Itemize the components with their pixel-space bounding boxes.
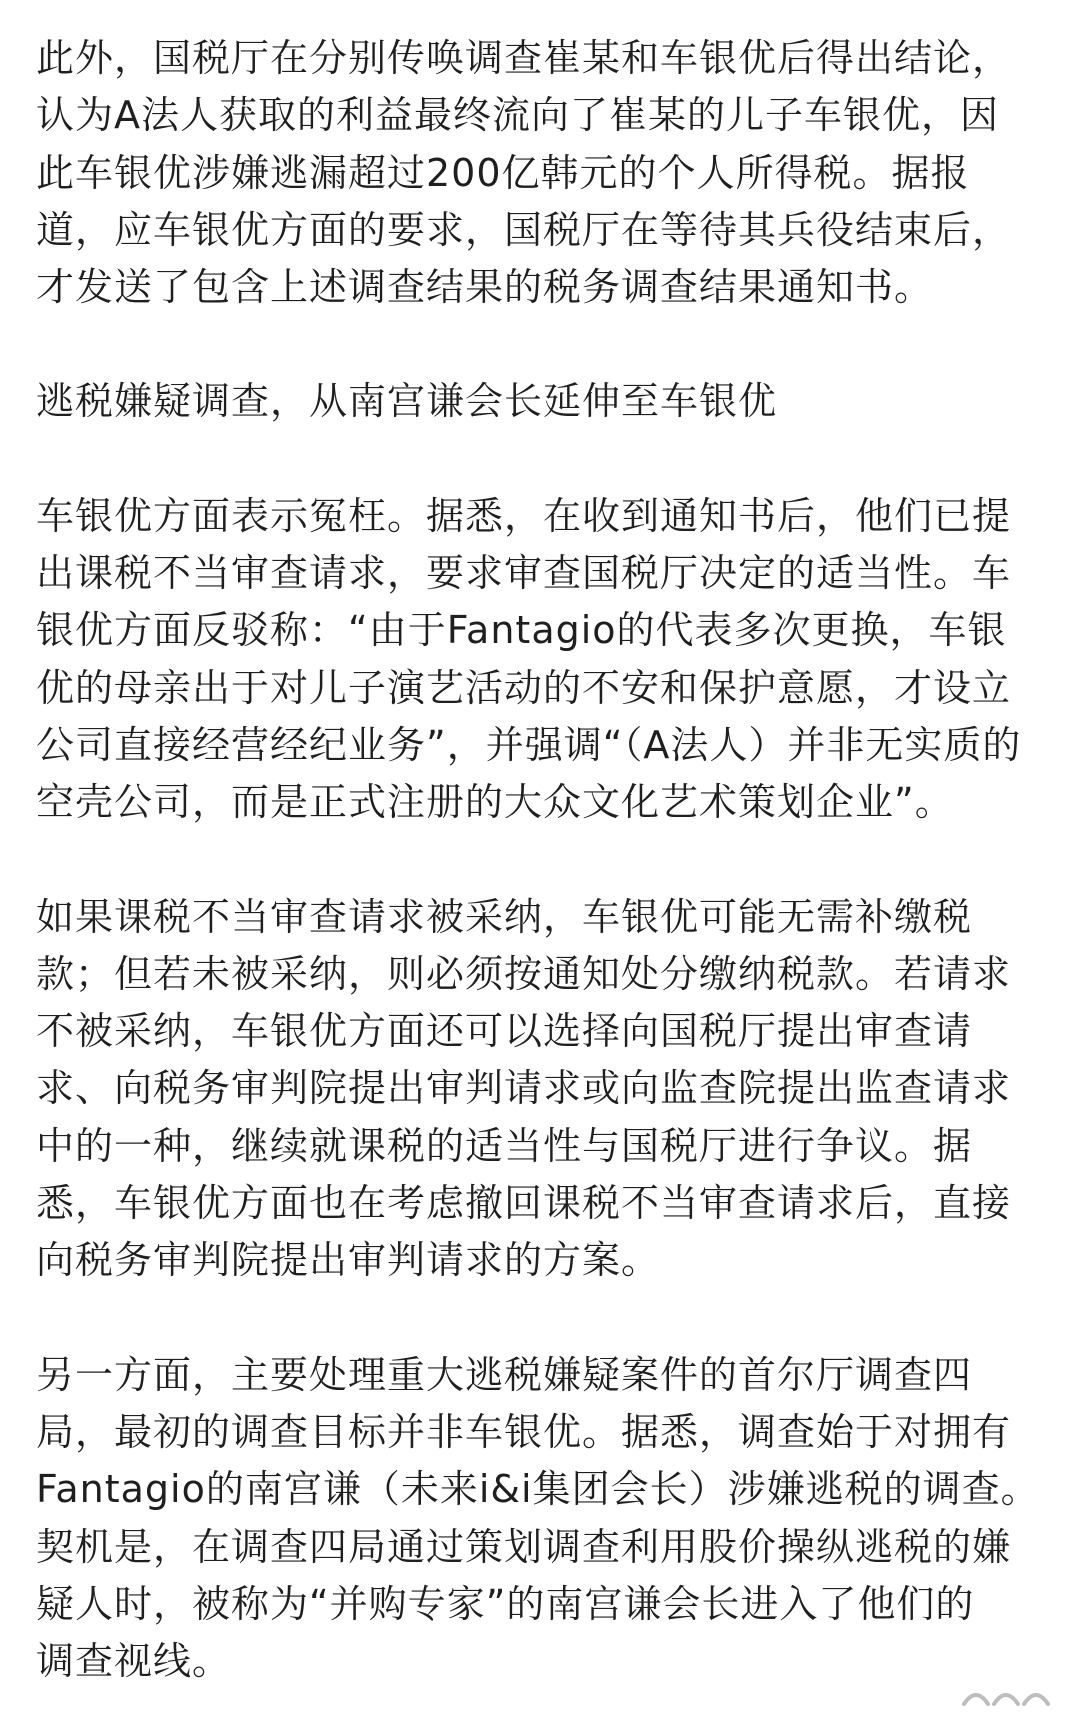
text-line: 出课税不当审查请求，要求审查国税厅决定的适当性。车 xyxy=(36,551,1012,596)
text-line: 局，最初的调查目标并非车银优。据悉，调查始于对拥有 xyxy=(36,1409,1012,1454)
text-line: Fantagio的南宫谦（未来i&i集团会长）涉嫌逃税的调查。 xyxy=(36,1467,1040,1512)
article-body xyxy=(36,30,1046,1690)
paragraph-3 xyxy=(36,889,1046,1290)
text-line: 如果课税不当审查请求被采纳，车银优可能无需补缴税 xyxy=(36,894,973,939)
text-line: 调查视线。 xyxy=(36,1639,232,1684)
text-line: 认为A法人获取的利益最终流向了崔某的儿子车银优，因 xyxy=(36,93,999,138)
text-line: 契机是，在调查四局通过策划调查利用股价操纵逃税的嫌 xyxy=(36,1524,1012,1569)
text-line: 悉，车银优方面也在考虑撤回课税不当审查请求后，直接 xyxy=(36,1181,1012,1226)
paragraph-4 xyxy=(36,1347,1046,1691)
text-line: 疑人时，被称为“并购专家”的南宫谦会长进入了他们的 xyxy=(36,1581,975,1626)
text-line: 公司直接经营经纪业务”，并强调“（A法人）并非无实质的 xyxy=(36,722,1022,767)
paragraph-spacer xyxy=(36,316,1046,373)
text-line: 不被采纳，车银优方面还可以选择向国税厅提出审查请 xyxy=(36,1009,973,1054)
watermark-logo-icon xyxy=(946,1664,1066,1720)
text-line: 此外，国税厅在分别传唤调查崔某和车银优后得出结论， xyxy=(36,36,1012,80)
text-line: 优的母亲出于对儿子演艺活动的不安和保护意愿，才设立 xyxy=(36,665,1012,710)
text-line: 空壳公司，而是正式注册的大众文化艺术策划企业”。 xyxy=(36,780,954,825)
text-line: 向税务审判院提出审判请求的方案。 xyxy=(36,1238,661,1283)
text-line: 才发送了包含上述调查结果的税务调查结果通知书。 xyxy=(36,265,934,310)
text-line: 此车银优涉嫌逃漏超过200亿韩元的个人所得税。据报 xyxy=(36,150,970,195)
text-line: 银优方面反驳称：“由于Fantagio的代表多次更换，车银 xyxy=(36,608,1007,653)
section-heading: 逃税嫌疑调查，从南宫谦会长延伸至车银优 xyxy=(36,379,778,424)
text-line: 车银优方面表示冤枉。据悉，在收到通知书后，他们已提 xyxy=(36,493,1012,538)
paragraph-2 xyxy=(36,488,1046,832)
text-line: 款；但若未被采纳，则必须按通知处分缴纳税款。若请求 xyxy=(36,951,1012,996)
text-line: 求、向税务审判院提出审判请求或向监查院提出监查请求 xyxy=(36,1066,1012,1111)
paragraph-spacer xyxy=(36,431,1046,488)
watermark-eyes-icon xyxy=(946,1664,1066,1720)
paragraph-spacer xyxy=(36,1290,1046,1347)
text-line: 中的一种，继续就课税的适当性与国税厅进行争议。据 xyxy=(36,1123,973,1168)
paragraph-1 xyxy=(36,30,1046,316)
text-line: 道，应车银优方面的要求，国税厅在等待其兵役结束后， xyxy=(36,207,1012,252)
paragraph-spacer xyxy=(36,832,1046,889)
text-line: 另一方面，主要处理重大逃税嫌疑案件的首尔厅调查四 xyxy=(36,1352,973,1397)
